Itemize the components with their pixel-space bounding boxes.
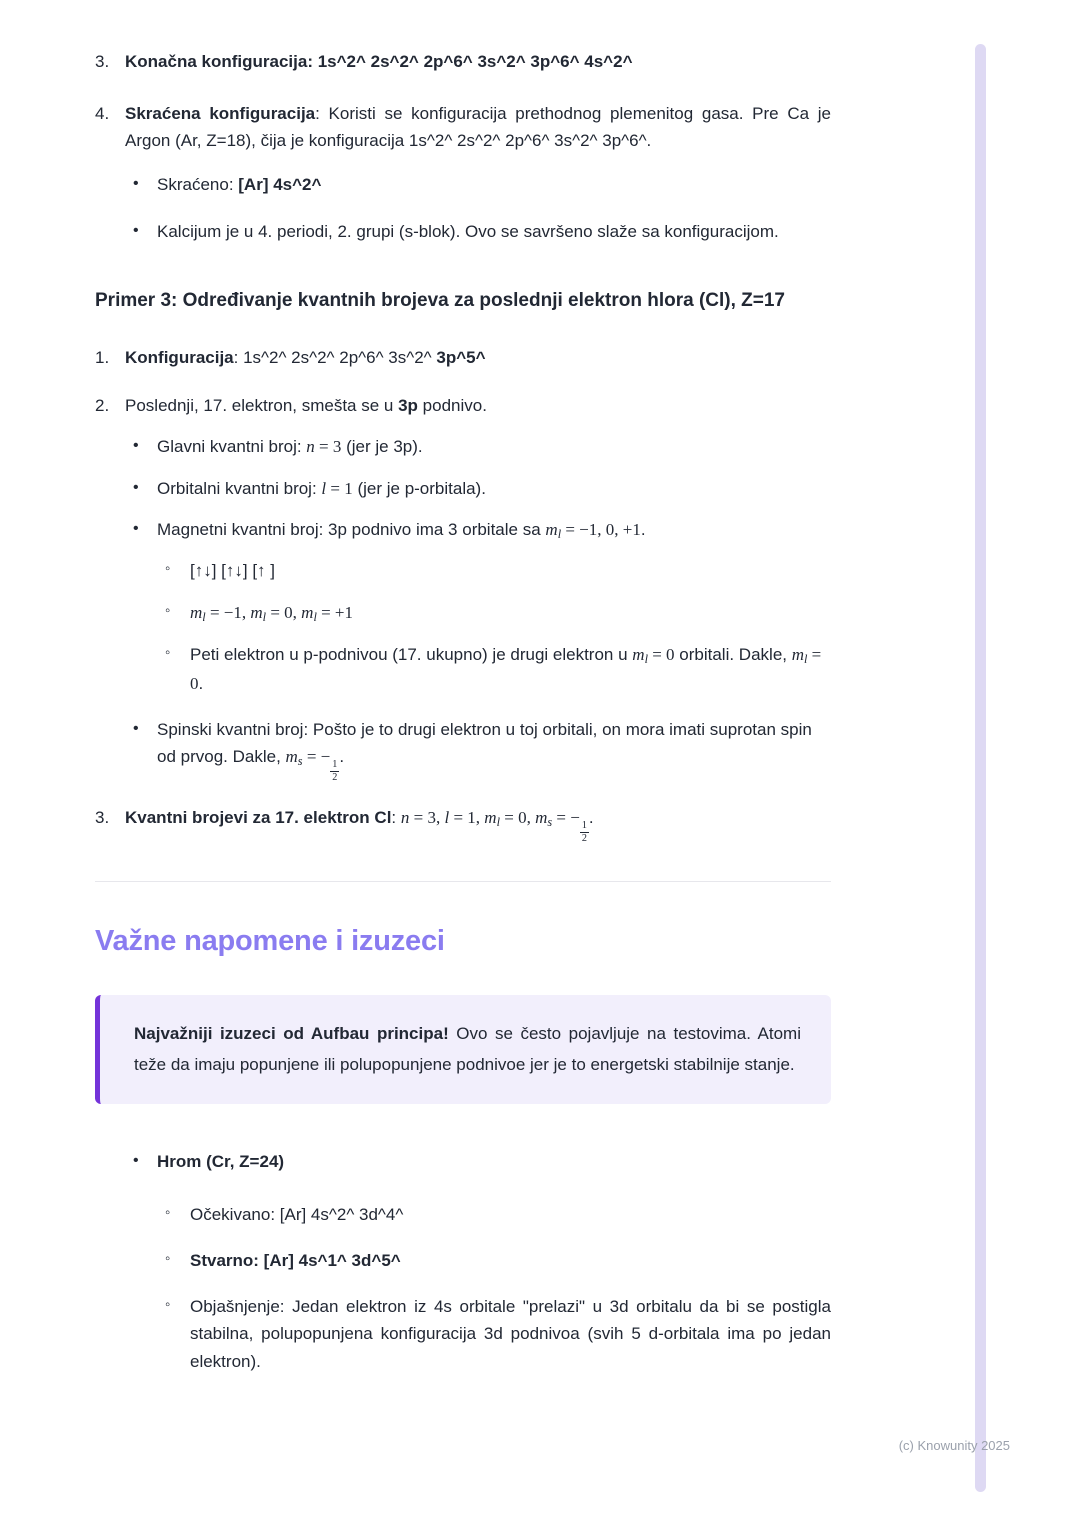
math-var-m: m (301, 602, 314, 622)
kvantni-colon: : (391, 808, 401, 828)
circle-content (190, 1201, 831, 1229)
bullet-content (157, 475, 831, 503)
math-var-l: l (444, 808, 450, 828)
math-sub-s: s (547, 815, 553, 830)
ordered-item-number: 4. (95, 103, 110, 123)
ordered-item-number: 3. (95, 52, 110, 71)
peti-pre: Peti elektron u p-podnivou (17. ukupno) je drugi elektron u (190, 645, 633, 665)
glavni-post: (jer je 3p). (341, 437, 423, 457)
math-eq: = 0 (190, 645, 822, 694)
bullet-content (157, 516, 831, 545)
bullet-icon: • (133, 719, 139, 737)
bullet-item-skraceno (133, 171, 831, 199)
bullet-content (157, 218, 831, 246)
bullet-icon: • (133, 1151, 139, 1169)
poslednji-3p: 3p (398, 395, 418, 415)
ordered-item-content (125, 804, 831, 845)
math-eq: = −1, 0, +1 (561, 520, 641, 540)
math-sub-l: l (262, 609, 267, 624)
ordered-item-short-config (95, 100, 831, 155)
bullet-icon: • (133, 478, 139, 496)
ordered-item-number: 3. (95, 808, 110, 828)
peti-mid: orbitali. Dakle, (674, 645, 792, 665)
math-var-m: m (250, 602, 263, 622)
section-heading-napomene: Važne napomene i izuzeci (95, 925, 445, 958)
circle-item-orbitals (165, 557, 831, 585)
circle-content (190, 599, 831, 628)
circle-bullet-icon: ◦ (165, 1295, 171, 1313)
ordered-item-number: 1. (95, 348, 110, 368)
math-eq: = +1 (316, 602, 354, 622)
kvantni-post: . (588, 808, 594, 828)
circle-item-ml-values (165, 599, 831, 628)
bullet-icon: • (133, 174, 139, 192)
magnetni-post: . (640, 520, 646, 540)
bullet-item-kalcijum (133, 218, 831, 246)
math-var-m: m (190, 602, 203, 622)
circle-item-peti (165, 641, 831, 697)
math-sub-l: l (557, 527, 562, 542)
stvarno-text: Stvarno: [Ar] 4s^1^ 3d^5^ (190, 1250, 401, 1270)
bullet-item-hrom (133, 1148, 831, 1176)
math-var-m: m (285, 747, 298, 767)
math-sub-s: s (297, 754, 303, 769)
bullet-item-magnetni (133, 516, 831, 545)
math-eq: = − (552, 808, 580, 828)
skraceno-config: [Ar] 4s^2^ (238, 174, 322, 194)
fraction-denominator: 2 (581, 833, 587, 845)
math-var-l: l (321, 478, 327, 498)
circle-content (190, 1293, 831, 1376)
kalcijum-text: Kalcijum je u 4. periodi, 2. grupi (s-blok). Ovo se savršeno slaže sa konfiguracijom. (157, 222, 779, 242)
ordered-item-number: 2. (95, 395, 110, 415)
circle-item-ocekivano (165, 1201, 831, 1229)
math-var-n: n (400, 808, 410, 828)
math-eq: = − (302, 747, 331, 767)
orbital-boxes-text: [↑↓] [↑↓] [↑ ] (190, 561, 276, 581)
fraction-numerator: 1 (330, 759, 339, 772)
circle-bullet-icon: ◦ (165, 560, 171, 578)
bullet-content (157, 433, 831, 461)
math-sub-l: l (202, 609, 206, 624)
ordered-item-poslednji (95, 392, 831, 420)
orbitalni-label: Orbitalni kvantni broj: (157, 478, 322, 498)
konfiguracija-3p5: 3p^5^ (436, 348, 486, 368)
math-eq: = 0 (647, 645, 675, 665)
math-fraction-half (330, 759, 339, 784)
bullet-icon: • (133, 437, 139, 455)
circle-bullet-icon: ◦ (165, 1204, 171, 1222)
ordered-item-kvantni-brojevi (95, 804, 831, 845)
math-eq: = −1, (205, 602, 251, 622)
callout-body: Ovo se često pojavljuje na testovima. Atomi teže da imaju popunjene ili polupopunjene podnivoe jer je to energetski stabilnije stanje. (134, 1024, 801, 1074)
circle-content (190, 557, 831, 585)
konfiguracija-text: : 1s^2^ 2s^2^ 2p^6^ 3s^2^ (233, 348, 437, 368)
bullet-item-glavni (133, 433, 831, 461)
scrollbar[interactable] (975, 44, 986, 1492)
callout-text (134, 1019, 801, 1080)
ordered-item-konfiguracija (95, 344, 831, 372)
ordered-item-content (125, 100, 831, 155)
konfiguracija-label: Konfiguracija (125, 348, 234, 368)
bullet-content (157, 716, 831, 785)
math-fraction-half (580, 820, 589, 845)
ordered-item-content (125, 344, 831, 372)
short-config-label: Skraćena konfiguracija (125, 103, 316, 123)
bullet-icon: • (133, 222, 139, 240)
bullet-content (157, 1148, 831, 1176)
kvantni-label: Kvantni brojevi za 17. elektron Cl (125, 808, 392, 828)
glavni-label: Glavni kvantni broj: (157, 437, 307, 457)
callout-bold-lead: Najvažniji izuzeci od Aufbau principa! (134, 1024, 449, 1044)
copyright-footer: (c) Knowunity 2025 (898, 1438, 1010, 1453)
math-sub-l: l (804, 652, 808, 667)
spinski-post: . (339, 747, 345, 767)
bullet-item-spinski (133, 716, 831, 785)
skraceno-label: Skraćeno: (157, 174, 239, 194)
primer-3-heading: Primer 3: Određivanje kvantnih brojeva za poslednji elektron hlora (Cl), Z=17 (95, 289, 786, 311)
peti-post: . (198, 674, 204, 694)
circle-content (190, 1247, 831, 1275)
circle-item-objasnjenje (165, 1293, 831, 1376)
final-config-text: Konačna konfiguracija: 1s^2^ 2s^2^ 2p^6^ 3s^2^ 3p^6^ 4s^2^ (125, 52, 633, 71)
ordered-item-final-config (95, 48, 831, 76)
magnetni-label: Magnetni kvantni broj: 3p podnivo ima 3 orbitale sa (157, 520, 546, 540)
math-var-m: m (484, 808, 497, 828)
circle-bullet-icon: ◦ (165, 601, 171, 619)
fraction-numerator: 1 (580, 820, 589, 833)
math-var-m: m (545, 520, 558, 540)
callout-note (95, 995, 831, 1104)
math-eq: = 3, (409, 808, 445, 828)
orbitalni-post: (jer je p-orbitala). (352, 478, 486, 498)
math-var-m: m (632, 645, 645, 665)
short-config-text: : Koristi se konfiguracija prethodnog plemenitog gasa. Pre Ca je Argon (Ar, Z=18), čija je konfiguracija 1s^2^ 2s^2^ 2p^6^ 3s^2^ 3p^6^. (125, 103, 831, 151)
circle-bullet-icon: ◦ (165, 644, 171, 662)
fraction-denominator: 2 (332, 772, 338, 784)
math-eq: = 1, (449, 808, 485, 828)
ordered-item-content (125, 48, 831, 76)
ordered-item-content (125, 392, 831, 420)
math-var-n: n (306, 437, 315, 457)
poslednji-pre: Poslednji, 17. elektron, smešta se u (125, 395, 399, 415)
bullet-item-orbitalni (133, 475, 831, 503)
bullet-icon: • (133, 520, 139, 538)
math-var-m: m (791, 645, 805, 665)
math-eq: = 1 (326, 478, 353, 498)
bullet-content (157, 171, 831, 199)
circle-item-stvarno (165, 1247, 831, 1275)
math-sub-l: l (496, 815, 500, 830)
circle-bullet-icon: ◦ (165, 1249, 171, 1267)
circle-content (190, 641, 831, 697)
document-page (95, 48, 831, 1375)
hrom-label: Hrom (Cr, Z=24) (157, 1151, 285, 1171)
math-eq: = 0, (499, 808, 536, 828)
math-eq: = 3 (314, 437, 342, 457)
math-var-m: m (535, 808, 548, 828)
spinski-label: Spinski kvantni broj: Pošto je to drugi elektron u toj orbitali, on mora imati suprotan spin od prvog. Dakle, (157, 719, 812, 767)
math-sub-l: l (313, 609, 317, 624)
math-eq: = 0, (266, 602, 302, 622)
math-sub-l: l (644, 652, 648, 667)
ocekivano-text: Očekivano: [Ar] 4s^2^ 3d^4^ (190, 1205, 404, 1225)
objasnjenje-text: Objašnjenje: Jedan elektron iz 4s orbitale "prelazi" u 3d orbitalu da bi se postigla stabilna, polupopunjena konfiguracija 3d podnivoa (svih 5 d-orbitala ima po jedan elektron). (190, 1296, 831, 1371)
poslednji-post: podnivo. (417, 395, 487, 415)
section-divider (95, 881, 831, 882)
